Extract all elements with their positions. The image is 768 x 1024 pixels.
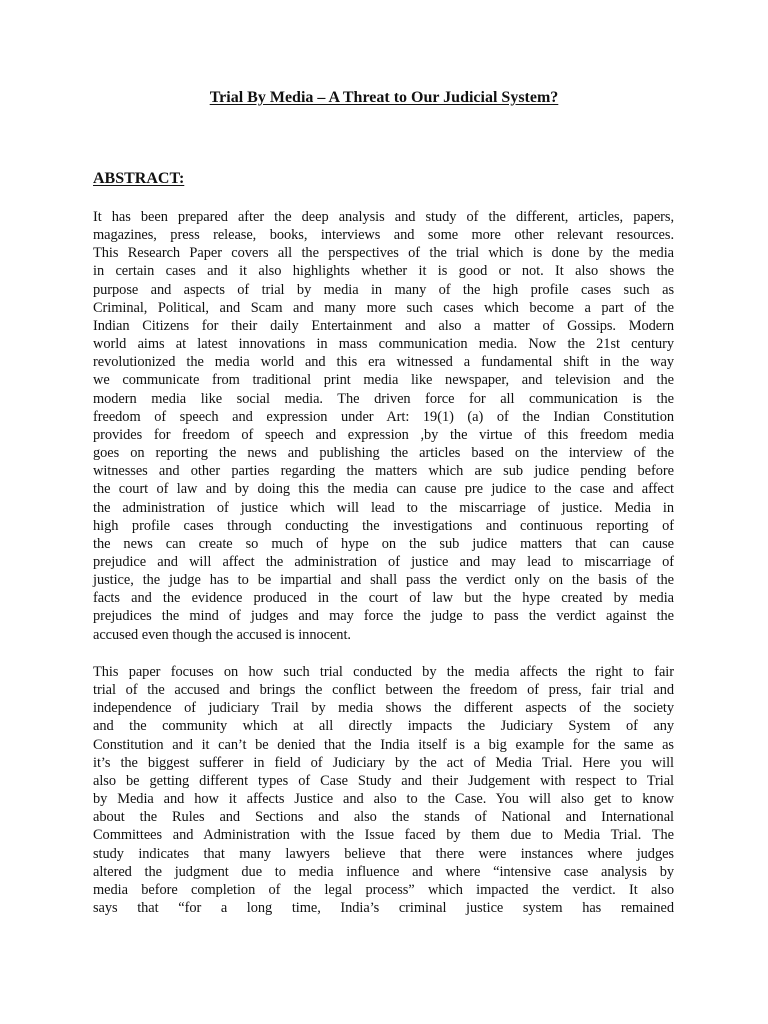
text-line: goes on reporting the news and publishing the articles based on the interview of the <box>93 445 674 462</box>
text-line: magazines, press release, books, interviews and some more other relevant resources. <box>93 227 674 244</box>
text-line: trial of the accused and brings the conflict between the freedom of press, fair trial and <box>93 682 674 699</box>
text-line: by Media and how it affects Justice and also to the Case. You will also get to know <box>93 791 674 808</box>
abstract-heading: ABSTRACT: <box>93 170 185 187</box>
text-line: study indicates that many lawyers believe that there were instances where judges <box>93 845 674 862</box>
text-line: says that “for a long time, India’s criminal justice system has remained <box>93 900 674 917</box>
text-line: it’s the biggest sufferer in field of Judiciary by the act of Media Trial. Here you will <box>93 754 674 771</box>
text-line: revolutionized the media world and this era witnessed a fundamental shift in the way <box>93 354 674 371</box>
text-line: purpose and aspects of trial by media in many of the high profile cases such as <box>93 281 674 298</box>
text-line: media before completion of the legal process” which impacted the verdict. It also <box>93 881 674 898</box>
text-line: witnesses and other parties regarding the matters which are sub judice pending before <box>93 463 674 480</box>
text-line: justice, the judge has to be impartial and shall pass the verdict only on the basis of the <box>93 572 674 589</box>
text-line: the news can create so much of hype on the sub judice matters that can cause <box>93 535 674 552</box>
text-line: This Research Paper covers all the perspectives of the trial which is done by the media <box>93 245 674 262</box>
text-line: prejudice and will affect the administration of justice and may lead to miscarriage of <box>93 553 674 570</box>
text-line: we communicate from traditional print media like newspaper, and television and the <box>93 372 674 389</box>
text-line: freedom of speech and expression under Art: 19(1) (a) of the Indian Constitution <box>93 408 674 425</box>
text-line: altered the judgment due to media influence and where “intensive case analysis by <box>93 863 674 880</box>
abstract-paragraph-2 <box>93 663 674 917</box>
text-line: This paper focuses on how such trial conducted by the media affects the right to fair <box>93 664 674 680</box>
text-line: Constitution and it can’t be denied that the India itself is a big example for the same as <box>93 736 674 753</box>
document-title: Trial By Media – A Threat to Our Judicial System? <box>209 89 559 106</box>
text-line: modern media like social media. The driven force for all communication is the <box>93 390 674 407</box>
text-line: Indian Citizens for their daily Entertainment and also a matter of Gossips. Modern <box>93 317 674 334</box>
text-line: and the community which at all directly impacts the Judiciary System of any <box>93 718 674 735</box>
text-line: the court of law and by doing this the media can cause pre judice to the case and affect <box>93 481 674 498</box>
text-line: Committees and Administration with the Issue faced by them due to Media Trial. The <box>93 827 674 844</box>
text-line: facts and the evidence produced in the court of law but the hype created by media <box>93 590 674 607</box>
text-line: Criminal, Political, and Scam and many more such cases which become a part of the <box>93 299 674 316</box>
text-line: high profile cases through conducting the investigations and continuous reporting of <box>93 517 674 534</box>
text-line: the administration of justice which will lead to the miscarriage of justice. Media in <box>93 499 674 516</box>
text-line: world aims at latest innovations in mass communication media. Now the 21st century <box>93 336 674 353</box>
abstract-paragraph-1 <box>93 208 674 644</box>
text-line: prejudices the mind of judges and may force the judge to pass the verdict against the <box>93 608 674 625</box>
text-line: provides for freedom of speech and expression ,by the virtue of this freedom media <box>93 426 674 443</box>
text-line: also be getting different types of Case Study and their Judgement with respect to Trial <box>93 772 674 789</box>
text-line: in certain cases and it also highlights whether it is good or not. It also shows the <box>93 263 674 280</box>
text-line: accused even though the accused is innocent. <box>93 626 351 643</box>
text-line: about the Rules and Sections and also the stands of National and International <box>93 809 674 826</box>
text-line: It has been prepared after the deep analysis and study of the different, articles, papers, <box>93 209 674 225</box>
text-line: independence of judiciary Trail by media shows the different aspects of the society <box>93 700 674 717</box>
